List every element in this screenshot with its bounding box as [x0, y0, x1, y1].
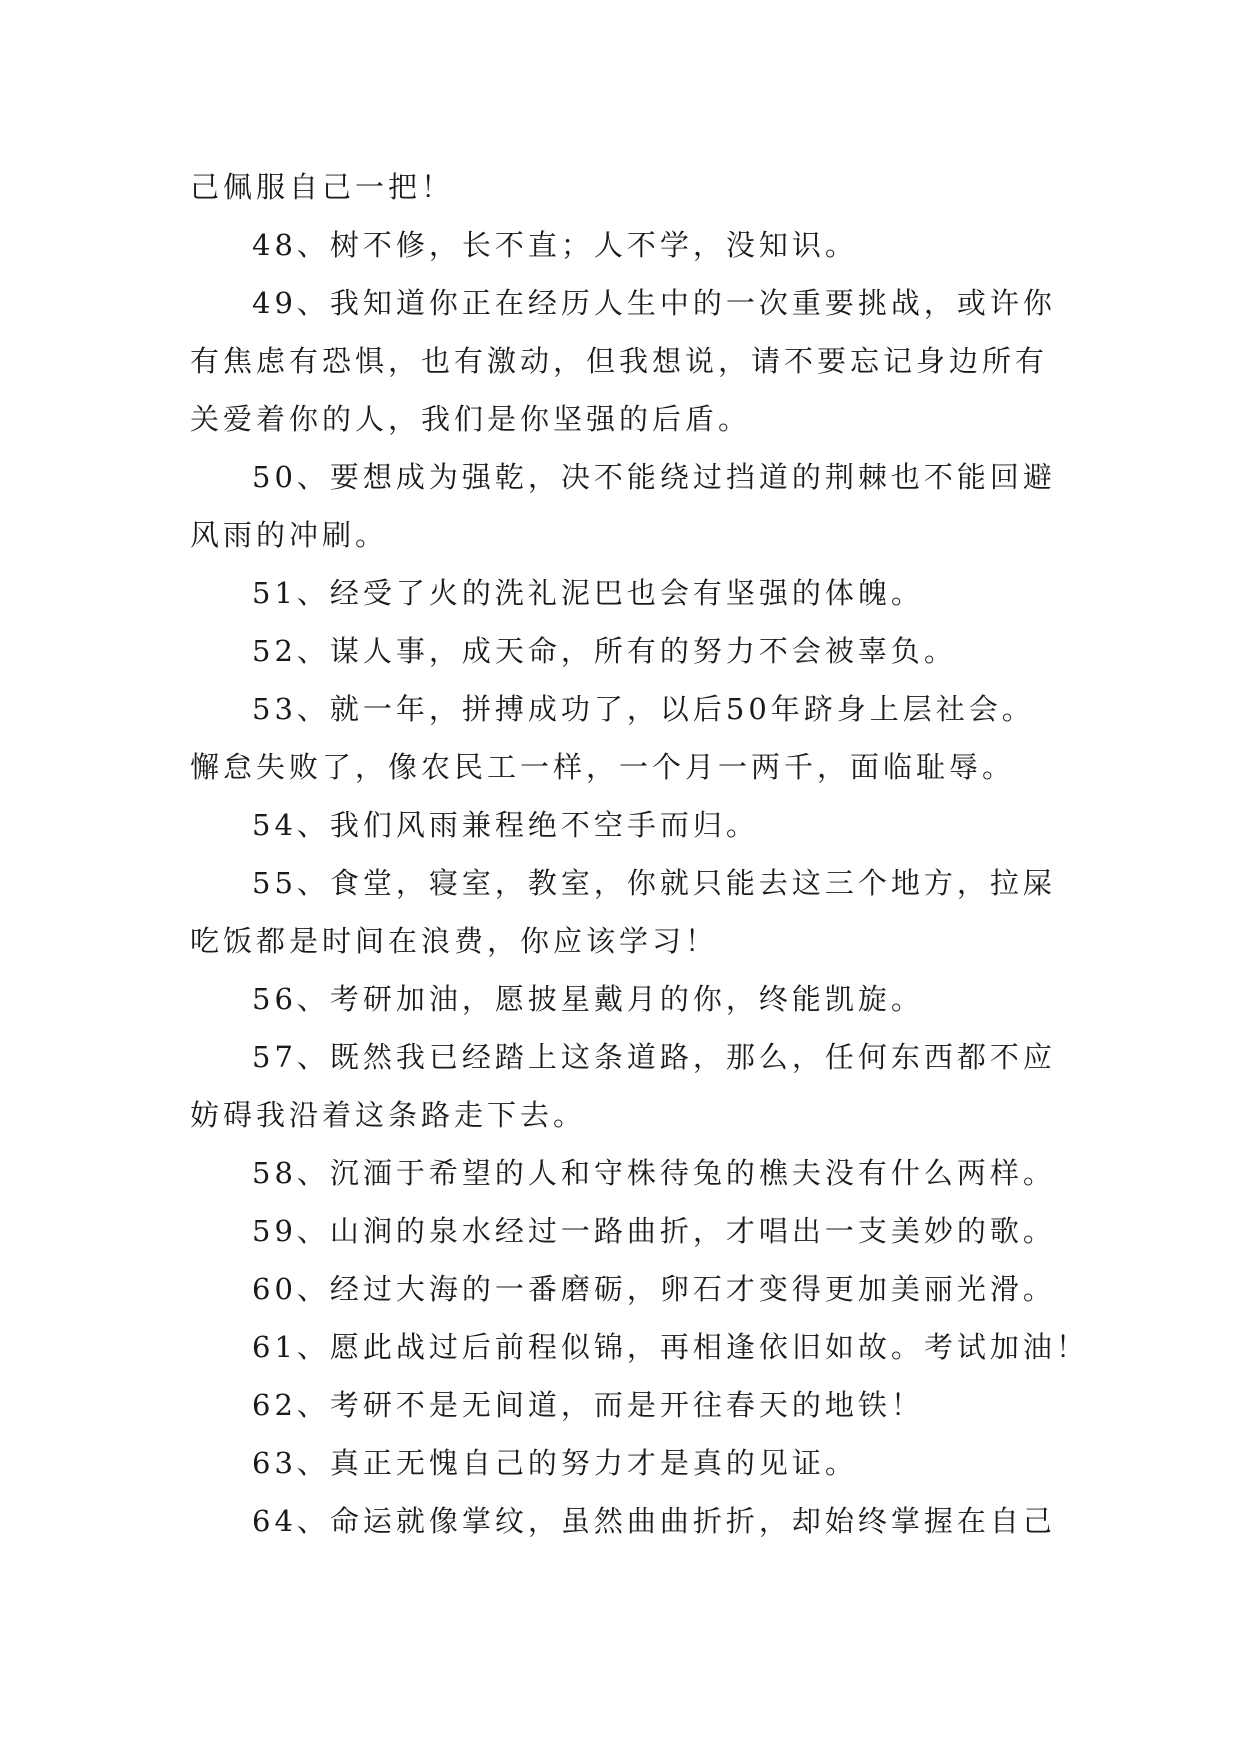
text-line: 61、愿此战过后前程似锦，再相逢依旧如故。考试加油！ — [252, 1330, 1089, 1364]
text-line: 风雨的冲刷。 — [190, 518, 389, 552]
text-line: 49、我知道你正在经历人生中的一次重要挑战，或许你 — [252, 286, 1056, 320]
text-line: 62、考研不是无间道，而是开往春天的地铁！ — [252, 1388, 924, 1422]
text-line: 50、要想成为强乾，决不能绕过挡道的荆棘也不能回避 — [252, 460, 1056, 494]
text-line: 48、树不修，长不直；人不学，没知识。 — [252, 228, 858, 262]
text-line: 57、既然我已经踏上这条道路，那么，任何东西都不应 — [252, 1040, 1056, 1074]
text-line: 己佩服自己一把！ — [190, 170, 455, 204]
text-line: 63、真正无愧自己的努力才是真的见证。 — [252, 1446, 858, 1480]
text-body — [190, 158, 1089, 1550]
text-line: 58、沉湎于希望的人和守株待兔的樵夫没有什么两样。 — [252, 1156, 1056, 1190]
text-line: 吃饭都是时间在浪费，你应该学习！ — [190, 924, 719, 958]
text-line: 51、经受了火的洗礼泥巴也会有坚强的体魄。 — [252, 576, 924, 610]
text-line: 64、命运就像掌纹，虽然曲曲折折，却始终掌握在自己 — [252, 1504, 1056, 1538]
text-line: 56、考研加油，愿披星戴月的你，终能凯旋。 — [252, 982, 924, 1016]
text-line: 有焦虑有恐惧，也有激动，但我想说，请不要忘记身边所有 — [190, 344, 1049, 378]
text-line: 53、就一年，拼搏成功了，以后50年跻身上层社会。 — [252, 692, 1035, 726]
text-line: 52、谋人事，成天命，所有的努力不会被辜负。 — [252, 634, 957, 668]
text-line: 59、山涧的泉水经过一路曲折，才唱出一支美妙的歌。 — [252, 1214, 1056, 1248]
text-line: 懈怠失败了，像农民工一样，一个月一两千，面临耻辱。 — [190, 750, 1016, 784]
text-line: 55、食堂，寝室，教室，你就只能去这三个地方，拉屎 — [252, 866, 1056, 900]
text-line: 54、我们风雨兼程绝不空手而归。 — [252, 808, 759, 842]
text-line: 60、经过大海的一番磨砺，卵石才变得更加美丽光滑。 — [252, 1272, 1056, 1306]
text-line: 关爱着你的人，我们是你坚强的后盾。 — [190, 402, 752, 436]
text-line: 妨碍我沿着这条路走下去。 — [190, 1098, 587, 1132]
